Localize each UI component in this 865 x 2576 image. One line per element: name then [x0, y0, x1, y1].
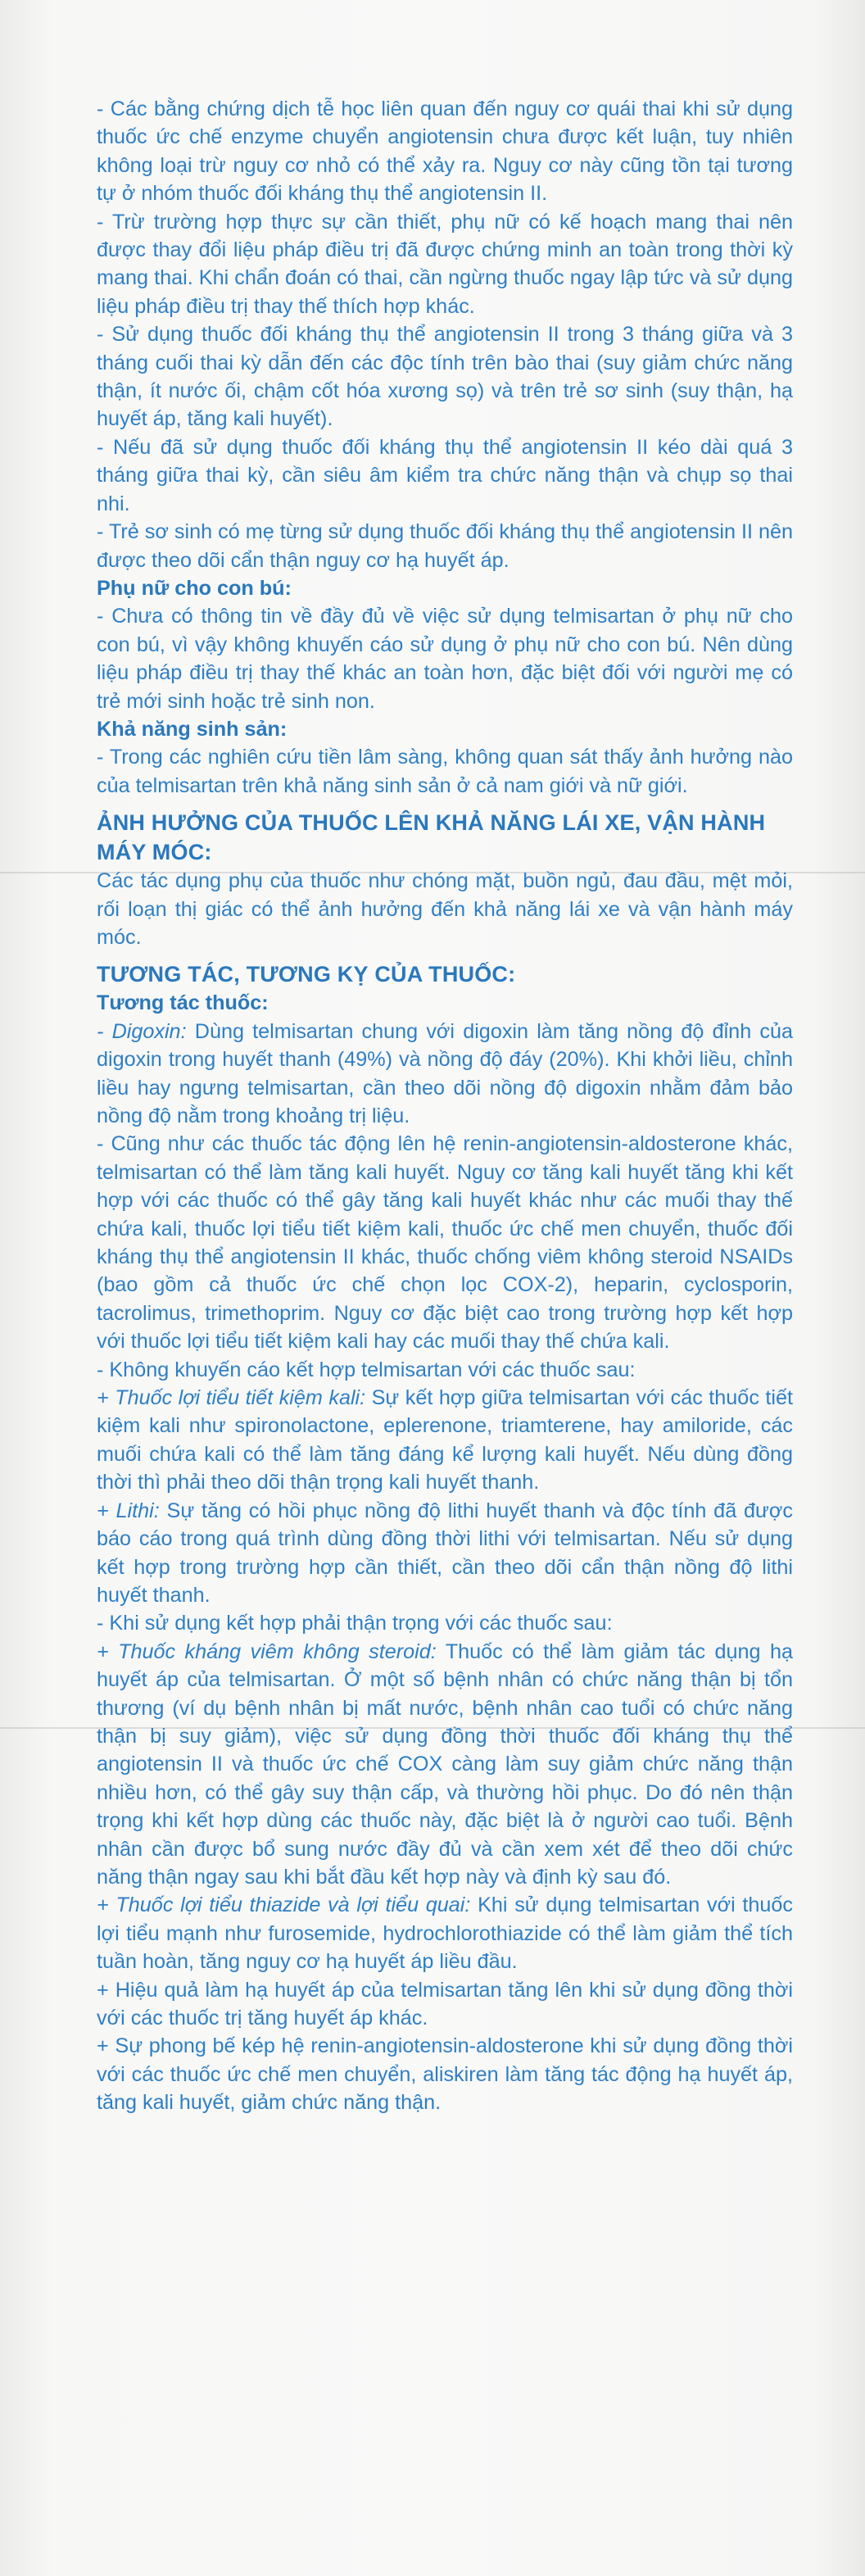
pregnancy-paragraph-4: - Nếu đã sử dụng thuốc đối kháng thụ thể angiotensin II kéo dài quá 3 tháng giữa thai kỳ, cần siêu âm kiểm tra chức năng thận và chụp sọ thai nhi. [97, 435, 793, 515]
fertility-paragraph: - Trong các nghiên cứu tiền lâm sàng, không quan sát thấy ảnh hưởng nào của telmisartan trên khả năng sinh sản ở cả nam giới và nữ giới. [97, 746, 793, 797]
pregnancy-paragraph-1: - Các bằng chứng dịch tễ học liên quan đến nguy cơ quái thai khi sử dụng thuốc ức chế enzyme chuyển angiotensin chưa được kết luận, tuy nhiên không loại trừ nguy cơ nhỏ có thể xảy ra. Nguy cơ này cũng tồn tại tương tự ở nhóm thuốc đối kháng thụ thể angiotensin II. [97, 98, 793, 206]
driving-paragraph: Các tác dụng phụ của thuốc như chóng mặt, buồn ngủ, đau đầu, mệt mỏi, rối loạn thị giác có thể ảnh hưởng đến khả năng lái xe và vận hành máy móc. [97, 869, 793, 949]
lithium-text: Sự tăng có hồi phục nồng độ lithi huyết thanh và độc tính đã được báo cáo trong quá trình dùng đồng thời lithi với telmisartan. Nếu sử dụng kết hợp trong trường hợp cần thiết, cần theo dõi cẩn thận nồng độ lithi huyết thanh. [97, 1499, 793, 1607]
interactions-section-heading: TƯƠNG TÁC, TƯƠNG KỴ CỦA THUỐC: [97, 962, 516, 987]
digoxin-paragraph [97, 1018, 793, 1131]
driving-section-heading: ẢNH HƯỞNG CỦA THUỐC LÊN KHẢ NĂNG LÁI XE, VẬN HÀNH MÁY MÓC: [97, 810, 766, 865]
potassium-sparing-label: + Thuốc lợi tiểu tiết kiệm kali: [97, 1386, 366, 1410]
lithium-paragraph [97, 1497, 793, 1610]
drug-interactions-subheading: Tương tác thuốc: [97, 991, 269, 1015]
breastfeeding-paragraph: - Chưa có thông tin về đầy đủ về việc sử dụng telmisartan ở phụ nữ cho con bú, vì vậy không khuyến cáo sử dụng ở phụ nữ cho con bú. Nên dùng liệu pháp điều trị thay thế khác an toàn hơn, đặc biệt đối với người mẹ có trẻ mới sinh hoặc trẻ sinh non. [97, 605, 793, 713]
digoxin-text: Dùng telmisartan chung với digoxin làm tăng nồng độ đỉnh của digoxin trong huyết thanh (49%) và nồng độ đáy (20%). Khi khởi liều, chỉnh liều hay ngưng telmisartan, cần theo dõi nồng độ digoxin nhằm đảm bảo nồng độ nằm trong khoảng trị liệu. [97, 1019, 793, 1127]
digoxin-label: - Digoxin: [97, 1019, 187, 1043]
nsaid-paragraph [97, 1638, 793, 1892]
lithium-label: + Lithi: [97, 1499, 160, 1522]
potassium-sparing-paragraph [97, 1384, 793, 1497]
diuretic-text: Khi sử dụng telmisartan với thuốc lợi tiểu mạnh như furosemide, hydrochlorothiazide có thể làm giảm thể tích tuần hoàn, tăng nguy cơ hạ huyết áp liều đầu. [97, 1893, 793, 1974]
potassium-sparing-text: Sự kết hợp giữa telmisartan với các thuốc tiết kiệm kali như spironolactone, eplerenone, triamterene, hay amiloride, các muối chứa kali có thể làm tăng đáng kể lượng kali huyết. Nếu dùng đồng thời thì phải theo dõi thận trọng kali huyết thanh. [97, 1386, 793, 1494]
breastfeeding-heading: Phụ nữ cho con bú: [97, 576, 292, 600]
pregnancy-paragraph-2: - Trừ trường hợp thực sự cần thiết, phụ nữ có kế hoạch mang thai nên được thay đổi liệu pháp điều trị đã được chứng minh an toàn trong thời kỳ mang thai. Khi chẩn đoán có thai, cần ngừng thuốc ngay lập tức và sử dụng liệu pháp điều trị thay thế thích hợp khác. [97, 210, 793, 318]
dual-blockade-paragraph: + Sự phong bế kép hệ renin-angiotensin-aldosterone khi sử dụng đồng thời với các thuốc ức chế men chuyển, aliskiren làm tăng tác động hạ huyết áp, tăng kali huyết, giảm chức năng thận. [97, 2034, 793, 2115]
nsaid-text: Thuốc có thể làm giảm tác dụng hạ huyết áp của telmisartan. Ở một số bệnh nhân có chức năng thận bị tổn thương (ví dụ bệnh nhân bị mất nước, bệnh nhân cao tuổi có chức năng thận bị suy giảm), việc sử dụng đồng thời thuốc đối kháng thụ thể angiotensin II và thuốc ức chế COX càng làm suy giảm chức năng thận nhiều hơn, có thể gây suy thận cấp, và thường hồi phục. Do đó nên thận trọng khi kết hợp dùng các thuốc này, đặc biệt là ở người cao tuổi. Bệnh nhân cần được bổ sung nước đầy đủ và cần xem xét để theo dõi chức năng thận ngay sau khi bắt đầu kết hợp này và định kỳ sau đó. [97, 1639, 793, 1889]
antihypertensive-paragraph: + Hiệu quả làm hạ huyết áp của telmisartan tăng lên khi sử dụng đồng thời với các thuốc trị tăng huyết áp khác. [97, 1978, 793, 2030]
not-recommended-paragraph: - Không khuyến cáo kết hợp telmisartan với các thuốc sau: [97, 1358, 636, 1381]
fertility-heading: Khả năng sinh sản: [97, 717, 288, 741]
diuretic-label: + Thuốc lợi tiểu thiazide và lợi tiểu quai: [97, 1893, 471, 1917]
pregnancy-paragraph-3: - Sử dụng thuốc đối kháng thụ thể angiotensin II trong 3 tháng giữa và 3 tháng cuối thai kỳ dẫn đến các độc tính trên bào thai (suy giảm chức năng thận, ít nước ối, chậm cốt hóa xương sọ) và trên trẻ sơ sinh (suy thận, hạ huyết áp, tăng kali huyết). [97, 323, 793, 431]
raas-paragraph: - Cũng như các thuốc tác động lên hệ renin-angiotensin-aldosterone khác, telmisartan có thể làm tăng kali huyết. Nguy cơ tăng kali huyết tăng khi kết hợp với các thuốc có thể gây tăng kali huyết khác như các muối thay thế chứa kali, thuốc lợi tiểu tiết kiệm kali, thuốc ức chế men chuyển, thuốc đối kháng thụ thể angiotensin II khác, thuốc chống viêm không steroid NSAIDs (bao gồm cả thuốc ức chế chọn lọc COX-2), heparin, cyclosporin, tacrolimus, trimethoprim. Nguy cơ đặc biệt cao trong trường hợp kết hợp với thuốc lợi tiểu tiết kiệm kali hay các muối thay thế chứa kali. [97, 1132, 793, 1354]
leaflet-text-column [97, 95, 793, 2117]
pregnancy-paragraph-5: - Trẻ sơ sinh có mẹ từng sử dụng thuốc đối kháng thụ thể angiotensin II nên được theo dõi cẩn thận nguy cơ hạ huyết áp. [97, 520, 793, 572]
caution-paragraph: - Khi sử dụng kết hợp phải thận trọng với các thuốc sau: [97, 1612, 613, 1635]
diuretic-paragraph [97, 1891, 793, 1975]
nsaid-label: + Thuốc kháng viêm không steroid: [97, 1639, 437, 1663]
